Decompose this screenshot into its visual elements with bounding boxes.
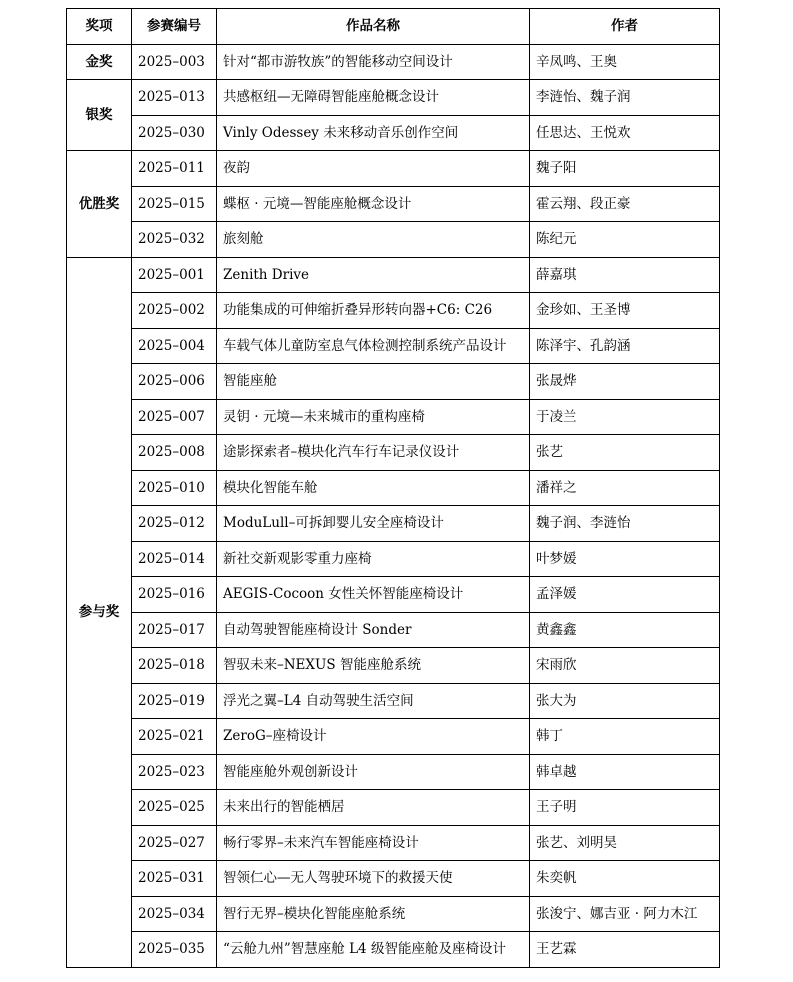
title-cell: 自动驾驶智能座椅设计 Sonder [217,612,530,648]
title-cell: 功能集成的可伸缩折叠异形转向器+C6: C26 [217,293,530,329]
table-row [67,683,720,719]
author-cell: 魏子润、李涟怡 [530,506,720,542]
header-award: 奖项 [67,9,132,45]
title-cell: ModuLull–可拆卸婴儿安全座椅设计 [217,506,530,542]
author-cell: 王艺霖 [530,932,720,968]
author-cell: 朱奕帆 [530,861,720,897]
author-cell: 黄鑫鑫 [530,612,720,648]
table-row [67,541,720,577]
entry-no-cell: 2025–010 [132,470,217,506]
title-cell: 旅刻舱 [217,222,530,258]
title-cell: 模块化智能车舱 [217,470,530,506]
table-row [67,719,720,755]
table-row [67,648,720,684]
table-row [67,115,720,151]
entry-no-cell: 2025–015 [132,186,217,222]
author-cell: 王子明 [530,790,720,826]
table-row [67,506,720,542]
award-category-cell: 参与奖 [67,257,132,967]
entry-no-cell: 2025–002 [132,293,217,329]
table-row [67,80,720,116]
author-cell: 孟泽媛 [530,577,720,613]
entry-no-cell: 2025–011 [132,151,217,187]
table-row [67,896,720,932]
title-cell: 新社交新观影零重力座椅 [217,541,530,577]
author-cell: 金珍如、王圣博 [530,293,720,329]
entry-no-cell: 2025–018 [132,648,217,684]
author-cell: 于凌兰 [530,399,720,435]
table-row [67,328,720,364]
author-cell: 宋雨欣 [530,648,720,684]
title-cell: 浮光之翼–L4 自动驾驶生活空间 [217,683,530,719]
title-cell: AEGIS-Cocoon 女性关怀智能座椅设计 [217,577,530,613]
award-category-cell: 银奖 [67,80,132,151]
title-cell: 灵钥 · 元境—未来城市的重构座椅 [217,399,530,435]
title-cell: 智能座舱 [217,364,530,400]
author-cell: 叶梦媛 [530,541,720,577]
header-row [67,9,720,45]
table-row [67,754,720,790]
title-cell: 车载气体儿童防室息气体检测控制系统产品设计 [217,328,530,364]
author-cell: 辛凤鸣、王奥 [530,44,720,80]
author-cell: 魏子阳 [530,151,720,187]
entry-no-cell: 2025–032 [132,222,217,258]
table-row [67,577,720,613]
title-cell: 智驭未来–NEXUS 智能座舱系统 [217,648,530,684]
entry-no-cell: 2025–008 [132,435,217,471]
table-row [67,44,720,80]
table-row [67,364,720,400]
entry-no-cell: 2025–017 [132,612,217,648]
author-cell: 陈泽宇、孔韵涵 [530,328,720,364]
author-cell: 张晟烨 [530,364,720,400]
entry-no-cell: 2025–012 [132,506,217,542]
entry-no-cell: 2025–014 [132,541,217,577]
entry-no-cell: 2025–030 [132,115,217,151]
title-cell: Vinly Odessey 未来移动音乐创作空间 [217,115,530,151]
award-category-cell: 金奖 [67,44,132,80]
entry-no-cell: 2025–007 [132,399,217,435]
header-entry-no: 参赛编号 [132,9,217,45]
table-row [67,435,720,471]
author-cell: 潘祥之 [530,470,720,506]
entry-no-cell: 2025–023 [132,754,217,790]
table-row [67,470,720,506]
author-cell: 韩丁 [530,719,720,755]
entry-no-cell: 2025–035 [132,932,217,968]
title-cell: “云舱九州”智慧座舱 L4 级智能座舱及座椅设计 [217,932,530,968]
entry-no-cell: 2025–031 [132,861,217,897]
author-cell: 薛嘉琪 [530,257,720,293]
table-row [67,186,720,222]
author-cell: 霍云翔、段正豪 [530,186,720,222]
entry-no-cell: 2025–034 [132,896,217,932]
entry-no-cell: 2025–004 [132,328,217,364]
entry-no-cell: 2025–003 [132,44,217,80]
title-cell: 智领仁心—无人驾驶环境下的救援天使 [217,861,530,897]
table-row [67,825,720,861]
entry-no-cell: 2025–027 [132,825,217,861]
title-cell: 未来出行的智能栖居 [217,790,530,826]
header-title: 作品名称 [217,9,530,45]
author-cell: 张艺 [530,435,720,471]
table-row [67,399,720,435]
author-cell: 任思达、王悦欢 [530,115,720,151]
entry-no-cell: 2025–006 [132,364,217,400]
entry-no-cell: 2025–021 [132,719,217,755]
entry-no-cell: 2025–019 [132,683,217,719]
award-category-cell: 优胜奖 [67,151,132,258]
table-row [67,790,720,826]
entry-no-cell: 2025–001 [132,257,217,293]
table-row [67,861,720,897]
table-row [67,222,720,258]
awards-body [67,44,720,967]
awards-table [66,8,720,968]
author-cell: 李涟怡、魏子润 [530,80,720,116]
table-row [67,257,720,293]
title-cell: Zenith Drive [217,257,530,293]
entry-no-cell: 2025–013 [132,80,217,116]
header-author: 作者 [530,9,720,45]
table-row [67,612,720,648]
table-row [67,932,720,968]
title-cell: 途影探索者–模块化汽车行车记录仪设计 [217,435,530,471]
author-cell: 陈纪元 [530,222,720,258]
title-cell: 蝶枢 · 元境—智能座舱概念设计 [217,186,530,222]
entry-no-cell: 2025–025 [132,790,217,826]
title-cell: 夜韵 [217,151,530,187]
author-cell: 张大为 [530,683,720,719]
author-cell: 张艺、刘明昊 [530,825,720,861]
table-row [67,151,720,187]
entry-no-cell: 2025–016 [132,577,217,613]
title-cell: 智行无界–模块化智能座舱系统 [217,896,530,932]
title-cell: 智能座舱外观创新设计 [217,754,530,790]
title-cell: 畅行零界–未来汽车智能座椅设计 [217,825,530,861]
author-cell: 张浚宁、娜吉亚 · 阿力木江 [530,896,720,932]
author-cell: 韩卓越 [530,754,720,790]
table-row [67,293,720,329]
title-cell: ZeroG–座椅设计 [217,719,530,755]
title-cell: 针对“都市游牧族”的智能移动空间设计 [217,44,530,80]
title-cell: 共感枢纽—无障碍智能座舱概念设计 [217,80,530,116]
